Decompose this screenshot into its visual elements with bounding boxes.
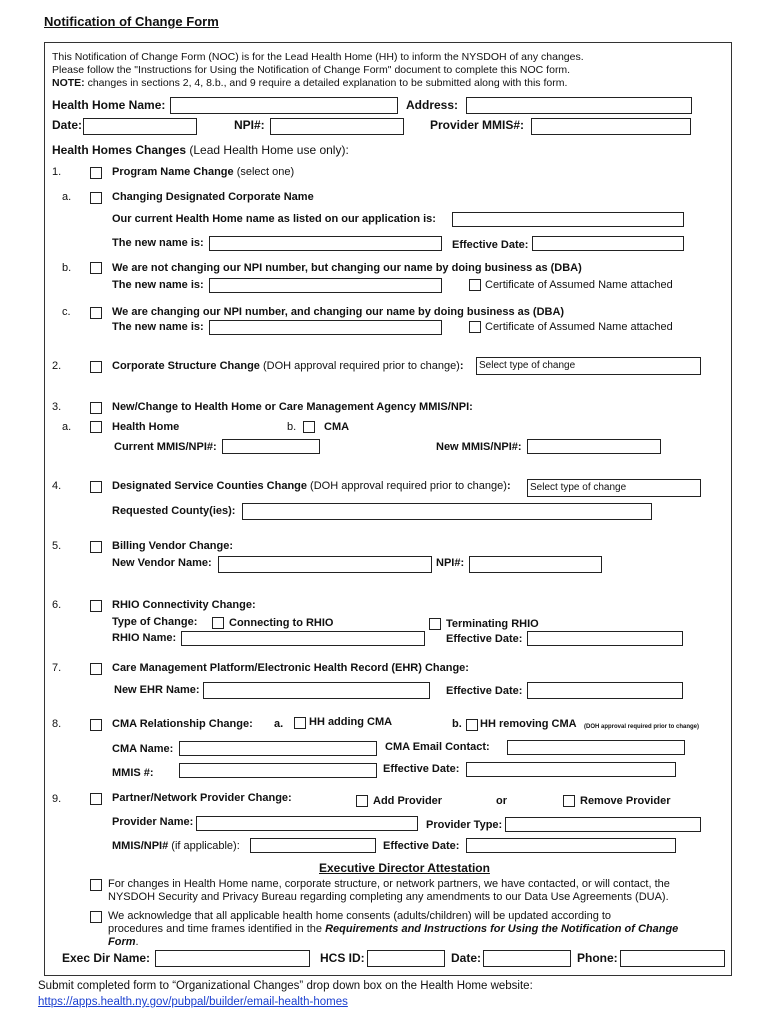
s1a-effective-field[interactable] bbox=[532, 236, 684, 251]
s1-note: (select one) bbox=[233, 166, 295, 178]
attestation-2-form: Form bbox=[108, 936, 136, 948]
s7-ehr-label: New EHR Name: bbox=[114, 684, 200, 696]
s1c-cert-checkbox[interactable] bbox=[469, 321, 481, 333]
s8a-label: HH adding CMA bbox=[309, 716, 393, 728]
s4-change-type-select[interactable]: Select type of change bbox=[527, 479, 701, 497]
date-label: Date: bbox=[52, 118, 83, 132]
s9-mmis-normal: (if applicable): bbox=[168, 840, 240, 852]
health-homes-link[interactable]: https://apps.health.ny.gov/pubpal/builder/email-health-homes bbox=[38, 996, 348, 1008]
s8-cma-name-label: CMA Name: bbox=[112, 743, 174, 755]
hh-name-label: Health Home Name: bbox=[52, 98, 166, 112]
s6-rhio-name-field[interactable] bbox=[181, 631, 425, 646]
s8-cma-email-label: CMA Email Contact: bbox=[385, 741, 490, 753]
attestation-2-line2 bbox=[108, 923, 678, 936]
s5-num: 5. bbox=[52, 540, 62, 552]
s3a-checkbox[interactable] bbox=[90, 421, 102, 433]
s6-checkbox[interactable] bbox=[90, 600, 102, 612]
s2-label-bold: Corporate Structure Change bbox=[112, 360, 260, 372]
phone-label: Phone: bbox=[577, 951, 618, 965]
s6-connecting-label: Connecting to RHIO bbox=[229, 617, 334, 629]
s2-checkbox[interactable] bbox=[90, 361, 102, 373]
hh-name-field[interactable] bbox=[170, 97, 398, 114]
attestation-2-period: . bbox=[135, 936, 139, 948]
changes-heading-bold: Health Homes Changes bbox=[52, 143, 187, 157]
s7-checkbox[interactable] bbox=[90, 663, 102, 675]
s7-effective-field[interactable] bbox=[527, 682, 683, 699]
s6-connecting-checkbox[interactable] bbox=[212, 617, 224, 629]
s8-checkbox[interactable] bbox=[90, 719, 102, 731]
s1b-new-field[interactable] bbox=[209, 278, 442, 293]
s5-checkbox[interactable] bbox=[90, 541, 102, 553]
s4-label bbox=[112, 480, 511, 493]
s6-label: RHIO Connectivity Change: bbox=[112, 599, 256, 611]
s9-add-label: Add Provider bbox=[373, 795, 443, 807]
hcs-id-field[interactable] bbox=[367, 950, 445, 967]
s3-checkbox[interactable] bbox=[90, 402, 102, 414]
s8-cma-email-field[interactable] bbox=[507, 740, 685, 755]
s8b-letter: b. bbox=[452, 718, 462, 730]
s1b-cert-checkbox[interactable] bbox=[469, 279, 481, 291]
s9-provider-type-label: Provider Type: bbox=[426, 819, 503, 831]
changes-heading bbox=[52, 144, 349, 157]
s4-requested-label: Requested County(ies): bbox=[112, 505, 236, 517]
sig-date-field[interactable] bbox=[483, 950, 571, 967]
s8-effective-label: Effective Date: bbox=[383, 763, 460, 775]
s1-label-bold: Program Name Change bbox=[112, 166, 234, 178]
s9-mmis-label bbox=[112, 840, 240, 853]
s8b-checkbox[interactable] bbox=[466, 719, 478, 731]
exec-name-field[interactable] bbox=[155, 950, 310, 967]
s1a-current-label: Our current Health Home name as listed on our application is: bbox=[112, 213, 436, 225]
s9-or: or bbox=[496, 795, 507, 807]
s9-remove-label: Remove Provider bbox=[580, 795, 671, 807]
address-label: Address: bbox=[406, 98, 459, 112]
s8-mmis-label: MMIS #: bbox=[112, 767, 154, 779]
s7-ehr-field[interactable] bbox=[203, 682, 430, 699]
attestation-2-line2b: Requirements and Instructions for Using the Notification of Change bbox=[325, 923, 679, 935]
intro-line-1: This Notification of Change Form (NOC) is for the Lead Health Home (HH) to inform the NYSDOH of any changes. bbox=[52, 51, 584, 63]
s2-change-type-select[interactable]: Select type of change bbox=[476, 357, 701, 375]
s4-label-bold: Designated Service Counties Change bbox=[112, 480, 307, 492]
s1b-new-label: The new name is: bbox=[112, 279, 204, 291]
intro-line-2: Please follow the "Instructions for Using the Notification of Change Form" document to complete this NOC form. bbox=[52, 64, 571, 76]
s6-effective-label: Effective Date: bbox=[446, 633, 523, 645]
s4-checkbox[interactable] bbox=[90, 481, 102, 493]
s1a-new-field[interactable] bbox=[209, 236, 442, 251]
s3b-checkbox[interactable] bbox=[303, 421, 315, 433]
s7-num: 7. bbox=[52, 662, 62, 674]
s9-mmis-field[interactable] bbox=[250, 838, 376, 853]
s1b-letter: b. bbox=[62, 262, 72, 274]
npi-field[interactable] bbox=[270, 118, 404, 135]
sig-date-label: Date: bbox=[451, 951, 482, 965]
s3-new-field[interactable] bbox=[527, 439, 661, 454]
s1b-checkbox[interactable] bbox=[90, 262, 102, 274]
s1-label bbox=[112, 166, 294, 179]
s9-checkbox[interactable] bbox=[90, 793, 102, 805]
s2-num: 2. bbox=[52, 360, 62, 372]
s5-npi-label: NPI#: bbox=[436, 557, 465, 569]
s3-current-label: Current MMIS/NPI#: bbox=[114, 441, 217, 453]
exec-name-label: Exec Dir Name: bbox=[62, 951, 151, 965]
s3a-label: Health Home bbox=[112, 421, 180, 433]
form-title: Notification of Change Form bbox=[44, 14, 219, 29]
s6-rhio-name-label: RHIO Name: bbox=[112, 632, 177, 644]
s8-mmis-field[interactable] bbox=[179, 763, 377, 778]
s9-effective-label: Effective Date: bbox=[383, 840, 460, 852]
mmis-field[interactable] bbox=[531, 118, 691, 135]
s1b-label: We are not changing our NPI number, but changing our name by doing business as (DBA) bbox=[112, 262, 582, 274]
mmis-label: Provider MMIS#: bbox=[430, 118, 525, 132]
s1a-effective-label: Effective Date: bbox=[452, 239, 529, 251]
s8b-label: HH removing CMA bbox=[480, 718, 577, 730]
s9-add-checkbox[interactable] bbox=[356, 795, 368, 807]
s3-current-field[interactable] bbox=[222, 439, 320, 454]
note-label: NOTE: bbox=[52, 77, 85, 89]
s9-provider-name-field[interactable] bbox=[196, 816, 418, 831]
s8-effective-field[interactable] bbox=[466, 762, 676, 777]
attestation-2-line2a: procedures and time frames identified in the bbox=[108, 923, 326, 935]
s7-label: Care Management Platform/Electronic Health Record (EHR) Change: bbox=[112, 662, 469, 674]
s9-effective-field[interactable] bbox=[466, 838, 676, 853]
phone-field[interactable] bbox=[620, 950, 725, 967]
s9-provider-name-label: Provider Name: bbox=[112, 816, 194, 828]
s3b-letter: b. bbox=[287, 421, 297, 433]
attestation-2-checkbox[interactable] bbox=[90, 911, 102, 923]
s9-num: 9. bbox=[52, 793, 62, 805]
attestation-2-line1: We acknowledge that all applicable health home consents (adults/children) will be updated according to bbox=[108, 910, 612, 922]
s2-colon: : bbox=[459, 360, 464, 372]
s8b-note: (DOH approval required prior to change) bbox=[584, 724, 700, 730]
s9-label: Partner/Network Provider Change: bbox=[112, 792, 292, 804]
s6-num: 6. bbox=[52, 599, 62, 611]
attestation-1-line1: For changes in Health Home name, corporate structure, or network partners, we have contacted, or will contact, the bbox=[108, 878, 670, 890]
npi-label: NPI#: bbox=[234, 118, 265, 132]
attestation-2-line3 bbox=[108, 936, 139, 949]
s7-effective-label: Effective Date: bbox=[446, 685, 523, 697]
date-field[interactable] bbox=[83, 118, 197, 135]
note-text: changes in sections 2, 4, 8.b., and 9 require a detailed explanation to be submitted along with this form. bbox=[84, 77, 568, 89]
s4-requested-field[interactable] bbox=[242, 503, 652, 520]
s1a-letter: a. bbox=[62, 191, 72, 203]
s8-num: 8. bbox=[52, 718, 62, 730]
s4-colon: : bbox=[506, 480, 511, 492]
s5-label: Billing Vendor Change: bbox=[112, 540, 234, 552]
s1a-checkbox[interactable] bbox=[90, 192, 102, 204]
hcs-id-label: HCS ID: bbox=[320, 951, 365, 965]
attestation-1-line2: NYSDOH Security and Privacy Bureau regarding completing any amendments to our Data Use Agreements (DUA). bbox=[108, 891, 669, 903]
s1a-label: Changing Designated Corporate Name bbox=[112, 191, 314, 203]
s3a-letter: a. bbox=[62, 421, 72, 433]
footer-text: Submit completed form to “Organizational Changes” drop down box on the Health Home website: bbox=[38, 980, 533, 992]
attestation-heading: Executive Director Attestation bbox=[319, 861, 490, 875]
s8-label: CMA Relationship Change: bbox=[112, 718, 253, 730]
s4-note: (DOH approval required prior to change) bbox=[307, 480, 507, 492]
s4-num: 4. bbox=[52, 480, 62, 492]
s1c-new-label: The new name is: bbox=[112, 321, 204, 333]
s3-label: New/Change to Health Home or Care Management Agency MMIS/NPI: bbox=[112, 401, 473, 413]
s6-terminating-checkbox[interactable] bbox=[429, 618, 441, 630]
s9-provider-type-field[interactable] bbox=[505, 817, 701, 832]
s1c-label: We are changing our NPI number, and changing our name by doing business as (DBA) bbox=[112, 306, 565, 318]
s3-num: 3. bbox=[52, 401, 62, 413]
s1c-new-field[interactable] bbox=[209, 320, 442, 335]
s1c-letter: c. bbox=[62, 306, 71, 318]
address-field[interactable] bbox=[466, 97, 692, 114]
intro-note bbox=[52, 77, 567, 90]
s6-effective-field[interactable] bbox=[527, 631, 683, 646]
s1c-checkbox[interactable] bbox=[90, 307, 102, 319]
s2-note: (DOH approval required prior to change) bbox=[259, 360, 460, 372]
s8a-checkbox[interactable] bbox=[294, 717, 306, 729]
s9-mmis-bold: MMIS/NPI# bbox=[112, 840, 169, 852]
s1b-cert-label: Certificate of Assumed Name attached bbox=[485, 279, 673, 291]
s3-new-label: New MMIS/NPI#: bbox=[436, 441, 522, 453]
s9-remove-checkbox[interactable] bbox=[563, 795, 575, 807]
s5-npi-field[interactable] bbox=[469, 556, 602, 573]
s3b-label: CMA bbox=[324, 421, 350, 433]
s5-vendor-label: New Vendor Name: bbox=[112, 557, 212, 569]
s2-label bbox=[112, 360, 464, 373]
s1-num: 1. bbox=[52, 166, 62, 178]
s6-terminating-label: Terminating RHIO bbox=[446, 618, 539, 630]
s1-checkbox[interactable] bbox=[90, 167, 102, 179]
s6-type-label: Type of Change: bbox=[112, 616, 198, 628]
attestation-1-checkbox[interactable] bbox=[90, 879, 102, 891]
s5-vendor-field[interactable] bbox=[218, 556, 432, 573]
s1c-cert-label: Certificate of Assumed Name attached bbox=[485, 321, 673, 333]
s1a-new-label: The new name is: bbox=[112, 237, 204, 249]
changes-heading-normal: (Lead Health Home use only): bbox=[186, 143, 349, 157]
s8-cma-name-field[interactable] bbox=[179, 741, 377, 756]
s1a-current-field[interactable] bbox=[452, 212, 684, 227]
s8a-letter: a. bbox=[274, 718, 284, 730]
